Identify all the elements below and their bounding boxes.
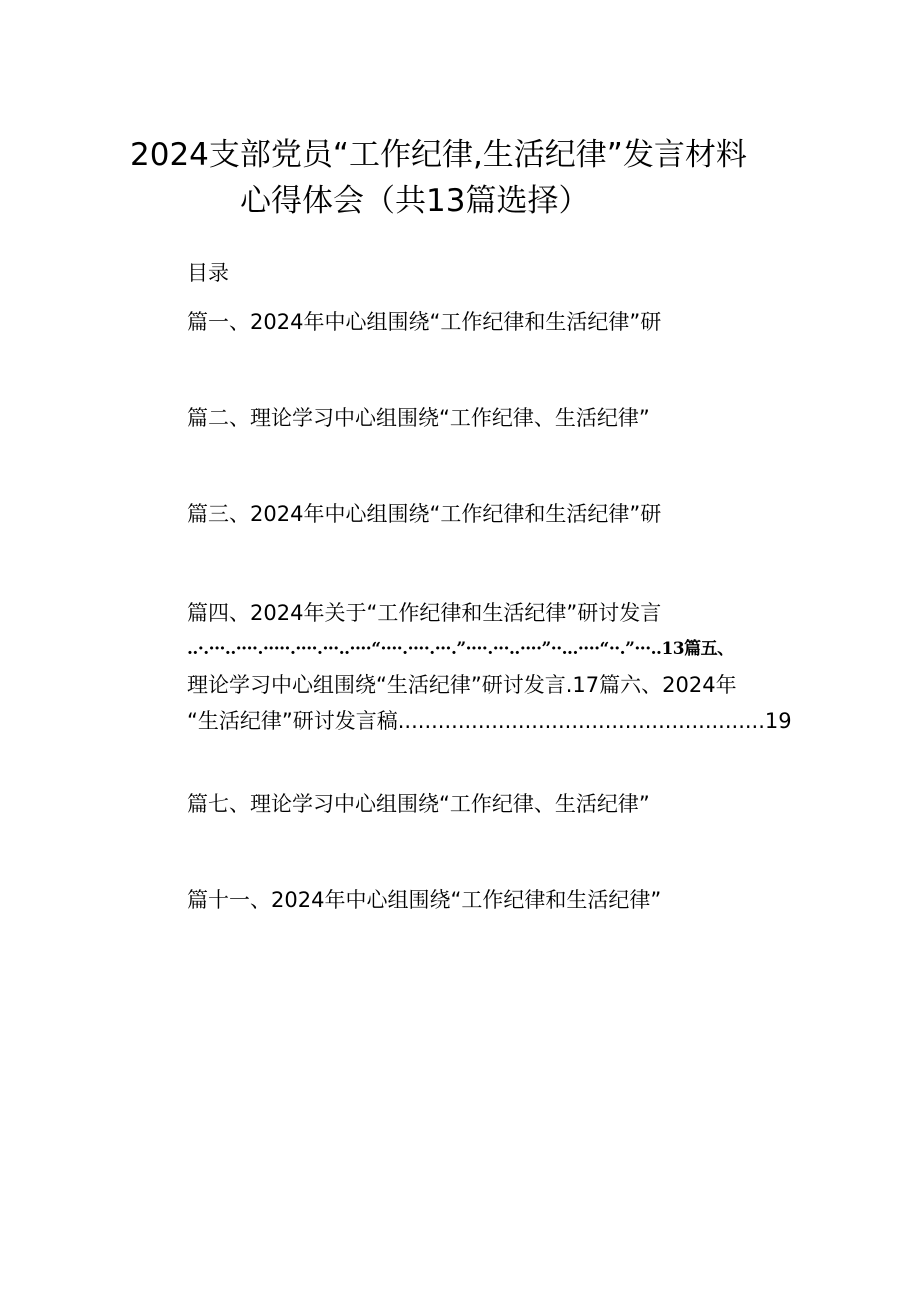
toc-item-5-6-line[interactable]: 理论学习中心组围绕“生活纪律”研讨发言.17篇六、2024年	[187, 673, 737, 697]
toc-item-3[interactable]: 篇三、2024年中心组围绕“工作纪律和生活纪律”研	[187, 502, 662, 526]
toc-item-11[interactable]: 篇十一、2024年中心组围绕“工作纪律和生活纪律”	[187, 888, 662, 912]
toc-item-7[interactable]: 篇七、理论学习中心组围绕“工作纪律、生活纪律”	[187, 792, 650, 816]
toc-item-1[interactable]: 篇一、2024年中心组围绕“工作纪律和生活纪律”研	[187, 310, 662, 334]
title-line-1: 2024支部党员“工作纪律,生活纪律”发言材料	[130, 137, 747, 173]
title-line-2: 心得体会（共13篇选择）	[240, 183, 590, 219]
toc-heading: 目录	[187, 261, 229, 285]
toc-leader-line[interactable]: ..·.···..····.·····.····.···..····“····.····.···.”····.···..····”··...····“··.”···..13篇五、	[187, 639, 734, 659]
toc-item-6-line[interactable]: “生活纪律”研讨发言稿.......................................................19	[187, 709, 792, 733]
document-title	[130, 132, 800, 224]
toc-item-4[interactable]: 篇四、2024年关于“工作纪律和生活纪律”研讨发言	[187, 601, 662, 625]
toc-item-2[interactable]: 篇二、理论学习中心组围绕“工作纪律、生活纪律”	[187, 406, 650, 430]
toc-block-4-6	[187, 595, 792, 739]
